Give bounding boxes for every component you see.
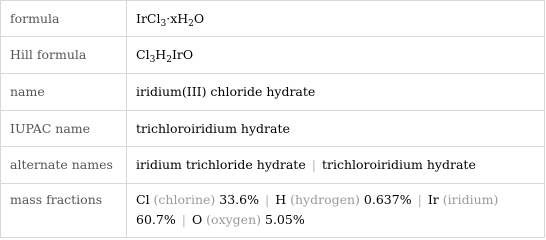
hill-subscript: 3 [149, 55, 156, 65]
element-percent: 60.7% [136, 212, 176, 227]
hill-part: Cl [136, 47, 150, 62]
iupac-name-value: trichloroiridium hydrate [127, 111, 545, 147]
separator: | [417, 192, 422, 207]
hill-subscript: 2 [166, 55, 172, 65]
row-formula [1, 1, 545, 37]
hill-formula-label: Hill formula [1, 37, 127, 74]
separator: | [181, 212, 186, 227]
formula-part: ·xH [166, 11, 189, 26]
formula-part: IrCl [136, 11, 161, 26]
element-name: (chlorine) [153, 192, 216, 207]
alternate-name: iridium trichloride hydrate [136, 157, 306, 172]
row-mass-fractions [1, 184, 545, 238]
formula-value [127, 1, 545, 37]
element-symbol: Ir [427, 192, 439, 207]
formula-subscript: 3 [160, 19, 167, 29]
row-hill-formula [1, 37, 545, 74]
row-alternate-names [1, 147, 545, 184]
row-iupac-name [1, 111, 545, 147]
hill-part: IrO [171, 47, 194, 62]
element-percent: 0.637% [363, 192, 412, 207]
hill-part: H [155, 47, 167, 62]
element-symbol: O [191, 212, 203, 227]
element-name: (hydrogen) [290, 192, 360, 207]
name-label: name [1, 74, 127, 111]
element-name: (oxygen) [206, 212, 262, 227]
alternate-names-label: alternate names [1, 147, 127, 184]
element-percent: 5.05% [265, 212, 305, 227]
alternate-names-value [127, 147, 545, 184]
element-symbol: Cl [136, 192, 150, 207]
formula-label: formula [1, 1, 127, 37]
element-name: (iridium) [442, 192, 499, 207]
element-symbol: H [275, 192, 287, 207]
separator: | [311, 157, 316, 172]
mass-fractions-label: mass fractions [1, 184, 127, 238]
formula-subscript: 2 [188, 19, 194, 29]
mass-fractions-value [127, 184, 545, 238]
separator: | [265, 192, 270, 207]
alternate-name: trichloroiridium hydrate [321, 157, 476, 172]
name-value: iridium(III) chloride hydrate [127, 74, 545, 111]
row-name [1, 74, 545, 111]
iupac-name-label: IUPAC name [1, 111, 127, 147]
element-percent: 33.6% [219, 192, 259, 207]
formula-part: O [193, 11, 205, 26]
hill-formula-value [127, 37, 545, 74]
